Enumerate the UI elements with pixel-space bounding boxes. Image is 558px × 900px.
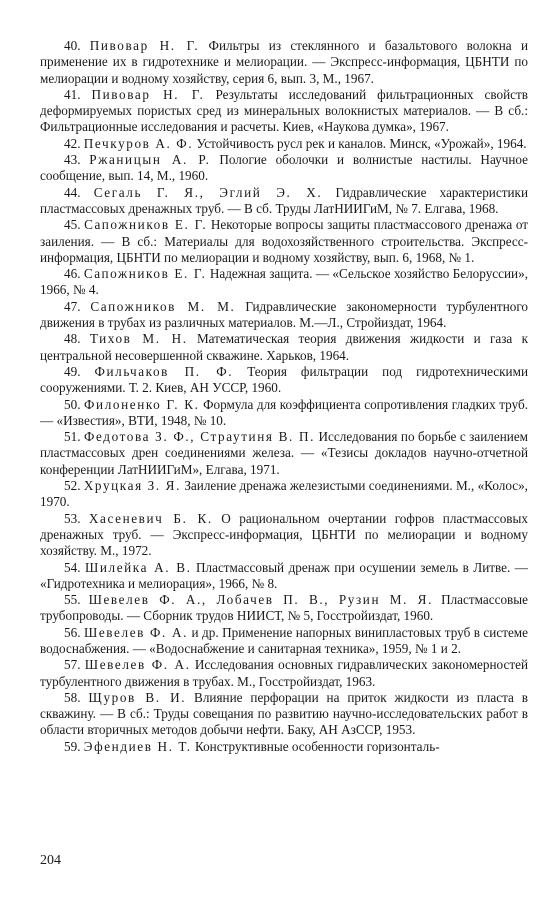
bib-entry-44 (40, 185, 528, 218)
entry-text: Влияние перфорации на приток жидкости из пласта в скважину. — В сб.: Труды совещания по развитию научно-исследовательских работ в области вторичных методов добычи нефти. Баку, АН АзССР, 1953. (40, 689, 528, 738)
bib-entry-49 (40, 364, 528, 397)
entry-author: Шевелев Ф. А. (83, 624, 189, 640)
entry-text: Теория фильтрации под гидротехническими сооружениями. Т. 2. Киев, АН УССР, 1960. (40, 363, 529, 396)
entry-number: 55. (64, 592, 81, 608)
entry-author: Пивовар Н. Г. (91, 86, 205, 102)
bib-entry-41 (40, 87, 528, 136)
entry-author: Сапожников М. М. (90, 298, 236, 314)
entry-text: Фильтры из стеклянного и базальтового волокна и применение их в гидротехнике и мелиорации. — Экспресс-информация, ЦБНТИ по мелиорации и водному хозяйству, серия 6, вып. 3, М., 1967. (40, 38, 528, 86)
entry-text: Исследования основных гидравлических закономерностей турбулентного движения в трубах. М., Госстройиздат, 1963. (40, 657, 528, 689)
bib-entry-54 (40, 560, 528, 593)
entry-number: 40. (64, 38, 81, 53)
bib-entry-53 (40, 511, 528, 560)
entry-number: 45. (64, 217, 81, 233)
bib-entry-40 (40, 38, 528, 87)
entry-number: 50. (64, 396, 81, 412)
entry-number: 56. (64, 624, 81, 640)
entry-author: Печкуров А. Ф. (83, 135, 194, 151)
entry-text: Некоторые вопросы защиты пластмассового дренажа от заиления. — В сб.: Материалы для водохозяйственного строительства. Экспресс-информация, ЦБНТИ по мелиорации и водному хозяйству, вып. 6, 1968, № 1. (40, 217, 529, 265)
entry-number: 49. (64, 363, 81, 379)
entry-number: 58. (64, 689, 81, 705)
entry-number: 47. (64, 298, 81, 314)
entry-text: Формула для коэффициента сопротивления гладких труб. — «Известия», ВТИ, 1948, № 10. (40, 396, 529, 428)
entry-author: Шилейка А. В. (84, 559, 192, 575)
entry-text: и др. Применение напорных винипластовых труб в системе водоснабжения. — «Водоснабжение и санитарная техника», 1959, № 1 и 2. (40, 624, 529, 656)
entry-number: 51. (64, 429, 81, 445)
entry-text: Конструктивные особенности горизонталь- (194, 738, 440, 754)
entry-number: 54. (64, 559, 81, 575)
entry-text: Заиление дренажа железистыми соединениями. М., «Колос», 1970. (40, 478, 528, 510)
entry-author: Пивовар Н. Г. (89, 38, 200, 53)
entry-author: Тихов М. Н. (89, 331, 188, 347)
entry-number: 46. (64, 266, 81, 282)
entry-author: Федотова З. Ф., Страутиня В. П. (83, 429, 316, 445)
bib-entry-58 (40, 690, 528, 739)
entry-author: Хасеневич Б. К. (88, 510, 213, 526)
bib-entry-43 (40, 152, 528, 185)
entry-text: О рациональном очертании гофров пластмассовых дренажных труб. — Экспресс-информация, ЦБНТИ по мелиорации и водному хозяйству. М., 1972. (40, 510, 528, 559)
bib-entry-59 (40, 739, 528, 755)
entry-text: Гидравлические закономерности турбулентного движения в трубах из различных материалов. М.—Л., Стройиздат, 1964. (40, 298, 529, 331)
entry-number: 59. (64, 738, 81, 754)
entry-text: Пологие оболочки и волнистые настилы. Научное сообщение, вып. 14, М., 1960. (40, 152, 529, 184)
entry-author: Ржаницын А. Р. (89, 152, 211, 168)
entry-author: Сегаль Г. Я., Эглий Э. Х. (93, 184, 323, 200)
entry-author: Филоненко Г. К. (84, 396, 200, 412)
bib-entry-45 (40, 217, 528, 266)
entry-author: Хруцкая З. Я. (83, 478, 181, 494)
bib-entry-57 (40, 657, 528, 690)
entry-author: Шевелев Ф. А., Лобачев П. В., Рузин М. Я. (88, 592, 433, 608)
bib-entry-42 (40, 136, 528, 152)
bibliography-list (40, 38, 528, 755)
entry-number: 41. (64, 86, 81, 102)
bib-entry-52 (40, 478, 528, 511)
entry-text: Математическая теория движения жидкости и газа к центральной несовершенной скважине. Харьков, 1964. (40, 331, 529, 363)
entry-number: 57. (64, 657, 81, 673)
entry-text: Пластмассовый дренаж при осушении земель в Литве. — «Гидротехника и мелиорация», 1966, № 8. (40, 559, 528, 591)
bib-entry-55 (40, 592, 528, 625)
bib-entry-51 (40, 429, 528, 478)
entry-author: Шевелев Ф. А. (84, 657, 191, 673)
entry-number: 43. (64, 152, 81, 168)
entry-number: 48. (64, 331, 81, 347)
entry-number: 52. (64, 478, 81, 494)
bib-entry-56 (40, 625, 528, 658)
entry-author: Фильчаков П. Ф. (94, 363, 234, 379)
entry-text: Устойчивость русл рек и каналов. Минск, «Урожай», 1964. (196, 135, 527, 151)
page-number: 204 (40, 853, 61, 868)
entry-number: 53. (64, 510, 81, 526)
entry-author: Сапожников Е. Г. (83, 266, 207, 282)
entry-text: Результаты исследований фильтрационных свойств деформируемых пористых сред из минеральных волокнистых материалов. — В сб.: Фильтрационные исследования и расчеты. Киев, «Наукова думка», 1967. (40, 86, 529, 135)
entry-text: Исследования по борьбе с заилением пластмассовых дрен соединениями железа. — «Тезисы докладов научно-отчетной конференции ЛатНИИГиМ», Елгава, 1971. (40, 429, 529, 477)
entry-text: Гидравлические характеристики пластмассовых дренажных труб. — В сб. Труды ЛатНИИГиМ, № 7. Елгава, 1968. (40, 184, 529, 216)
entry-number: 44. (64, 184, 81, 200)
entry-number: 42. (64, 135, 81, 151)
bib-entry-50 (40, 397, 528, 430)
entry-text: Пластмассовые трубопроводы. — Сборник трудов НИИСТ, № 5, Госстройиздат, 1960. (40, 592, 528, 624)
bib-entry-48 (40, 331, 528, 364)
bib-entry-47 (40, 299, 528, 332)
entry-author: Сапожников Е. Г. (84, 217, 208, 233)
entry-author: Щуров В. И. (88, 689, 187, 705)
bib-entry-46 (40, 266, 528, 299)
entry-text: Надежная защита. — «Сельское хозяйство Белоруссии», 1966, № 4. (40, 266, 528, 298)
entry-author: Эфендиев Н. Т. (83, 738, 192, 754)
